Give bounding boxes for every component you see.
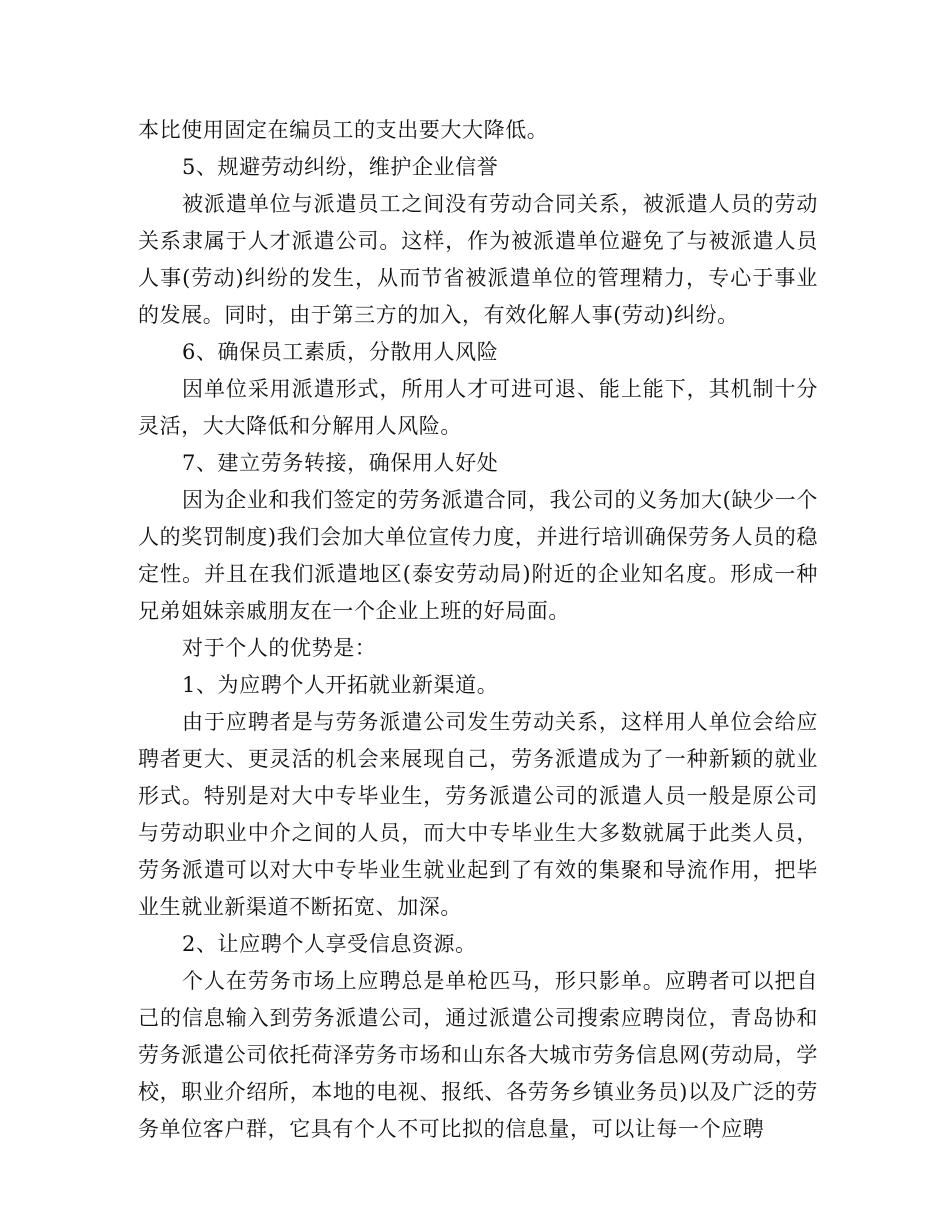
paragraph-continuation: 本比使用固定在编员工的支出要大大降低。	[138, 118, 549, 142]
heading-staff-quality: 6、确保员工素质，分散用人风险	[182, 340, 499, 364]
document-page	[138, 112, 818, 1148]
heading-individual-advantages: 对于个人的优势是：	[182, 636, 377, 660]
heading-new-channels: 1、为应聘个人开拓就业新渠道。	[182, 673, 499, 697]
heading-avoid-labor-disputes: 5、规避劳动纠纷，维护企业信誉	[182, 155, 499, 179]
heading-information-resources: 2、让应聘个人享受信息资源。	[182, 932, 477, 956]
paragraph-graduate-employment: 由于应聘者是与劳务派遣公司发生劳动关系，这样用人单位会给应聘者更大、更灵活的机会来展现自己，劳务派遣成为了一种新颖的就业形式。特别是对大中专毕业生，劳务派遣公司的派遣人员一般是原公司与劳动职业中介之间的人员，而大中专毕业生大多数就属于此类人员，劳务派遣可以对大中专毕业生就业起到了有效的集聚和导流作用，把毕业生就业新渠道不断拓宽、加深。	[138, 710, 818, 919]
paragraph-labor-relations: 被派遣单位与派遣员工之间没有劳动合同关系，被派遣人员的劳动关系隶属于人才派遣公司。这样，作为被派遣单位避免了与被派遣人员人事(劳动)纠纷的发生，从而节省被派遣单位的管理精力，专心于事业的发展。同时，由于第三方的加入，有效化解人事(劳动)纠纷。	[138, 192, 818, 327]
heading-labor-transfer: 7、建立劳务转接，确保用人好处	[182, 451, 499, 475]
paragraph-information-network: 个人在劳务市场上应聘总是单枪匹马，形只影单。应聘者可以把自己的信息输入到劳务派遣公司，通过派遣公司搜索应聘岗位，青岛协和劳务派遣公司依托荷泽劳务市场和山东各大城市劳务信息网(劳动局，学校，职业介绍所，本地的电视、报纸、各劳务乡镇业务员)以及广泛的劳务单位客户群，它具有个人不可比拟的信息量，可以让每一个应聘	[138, 969, 818, 1141]
paragraph-flexible-mechanism: 因单位采用派遣形式，所用人才可进可退、能上能下，其机制十分灵活，大大降低和分解用人风险。	[138, 377, 818, 438]
paragraph-dispatch-contract: 因为企业和我们签定的劳务派遣合同，我公司的义务加大(缺少一个人的奖罚制度)我们会加大单位宣传力度，并进行培训确保劳务人员的稳定性。并且在我们派遣地区(泰安劳动局)附近的企业知名度。形成一种兄弟姐妹亲戚朋友在一个企业上班的好局面。	[138, 488, 818, 623]
